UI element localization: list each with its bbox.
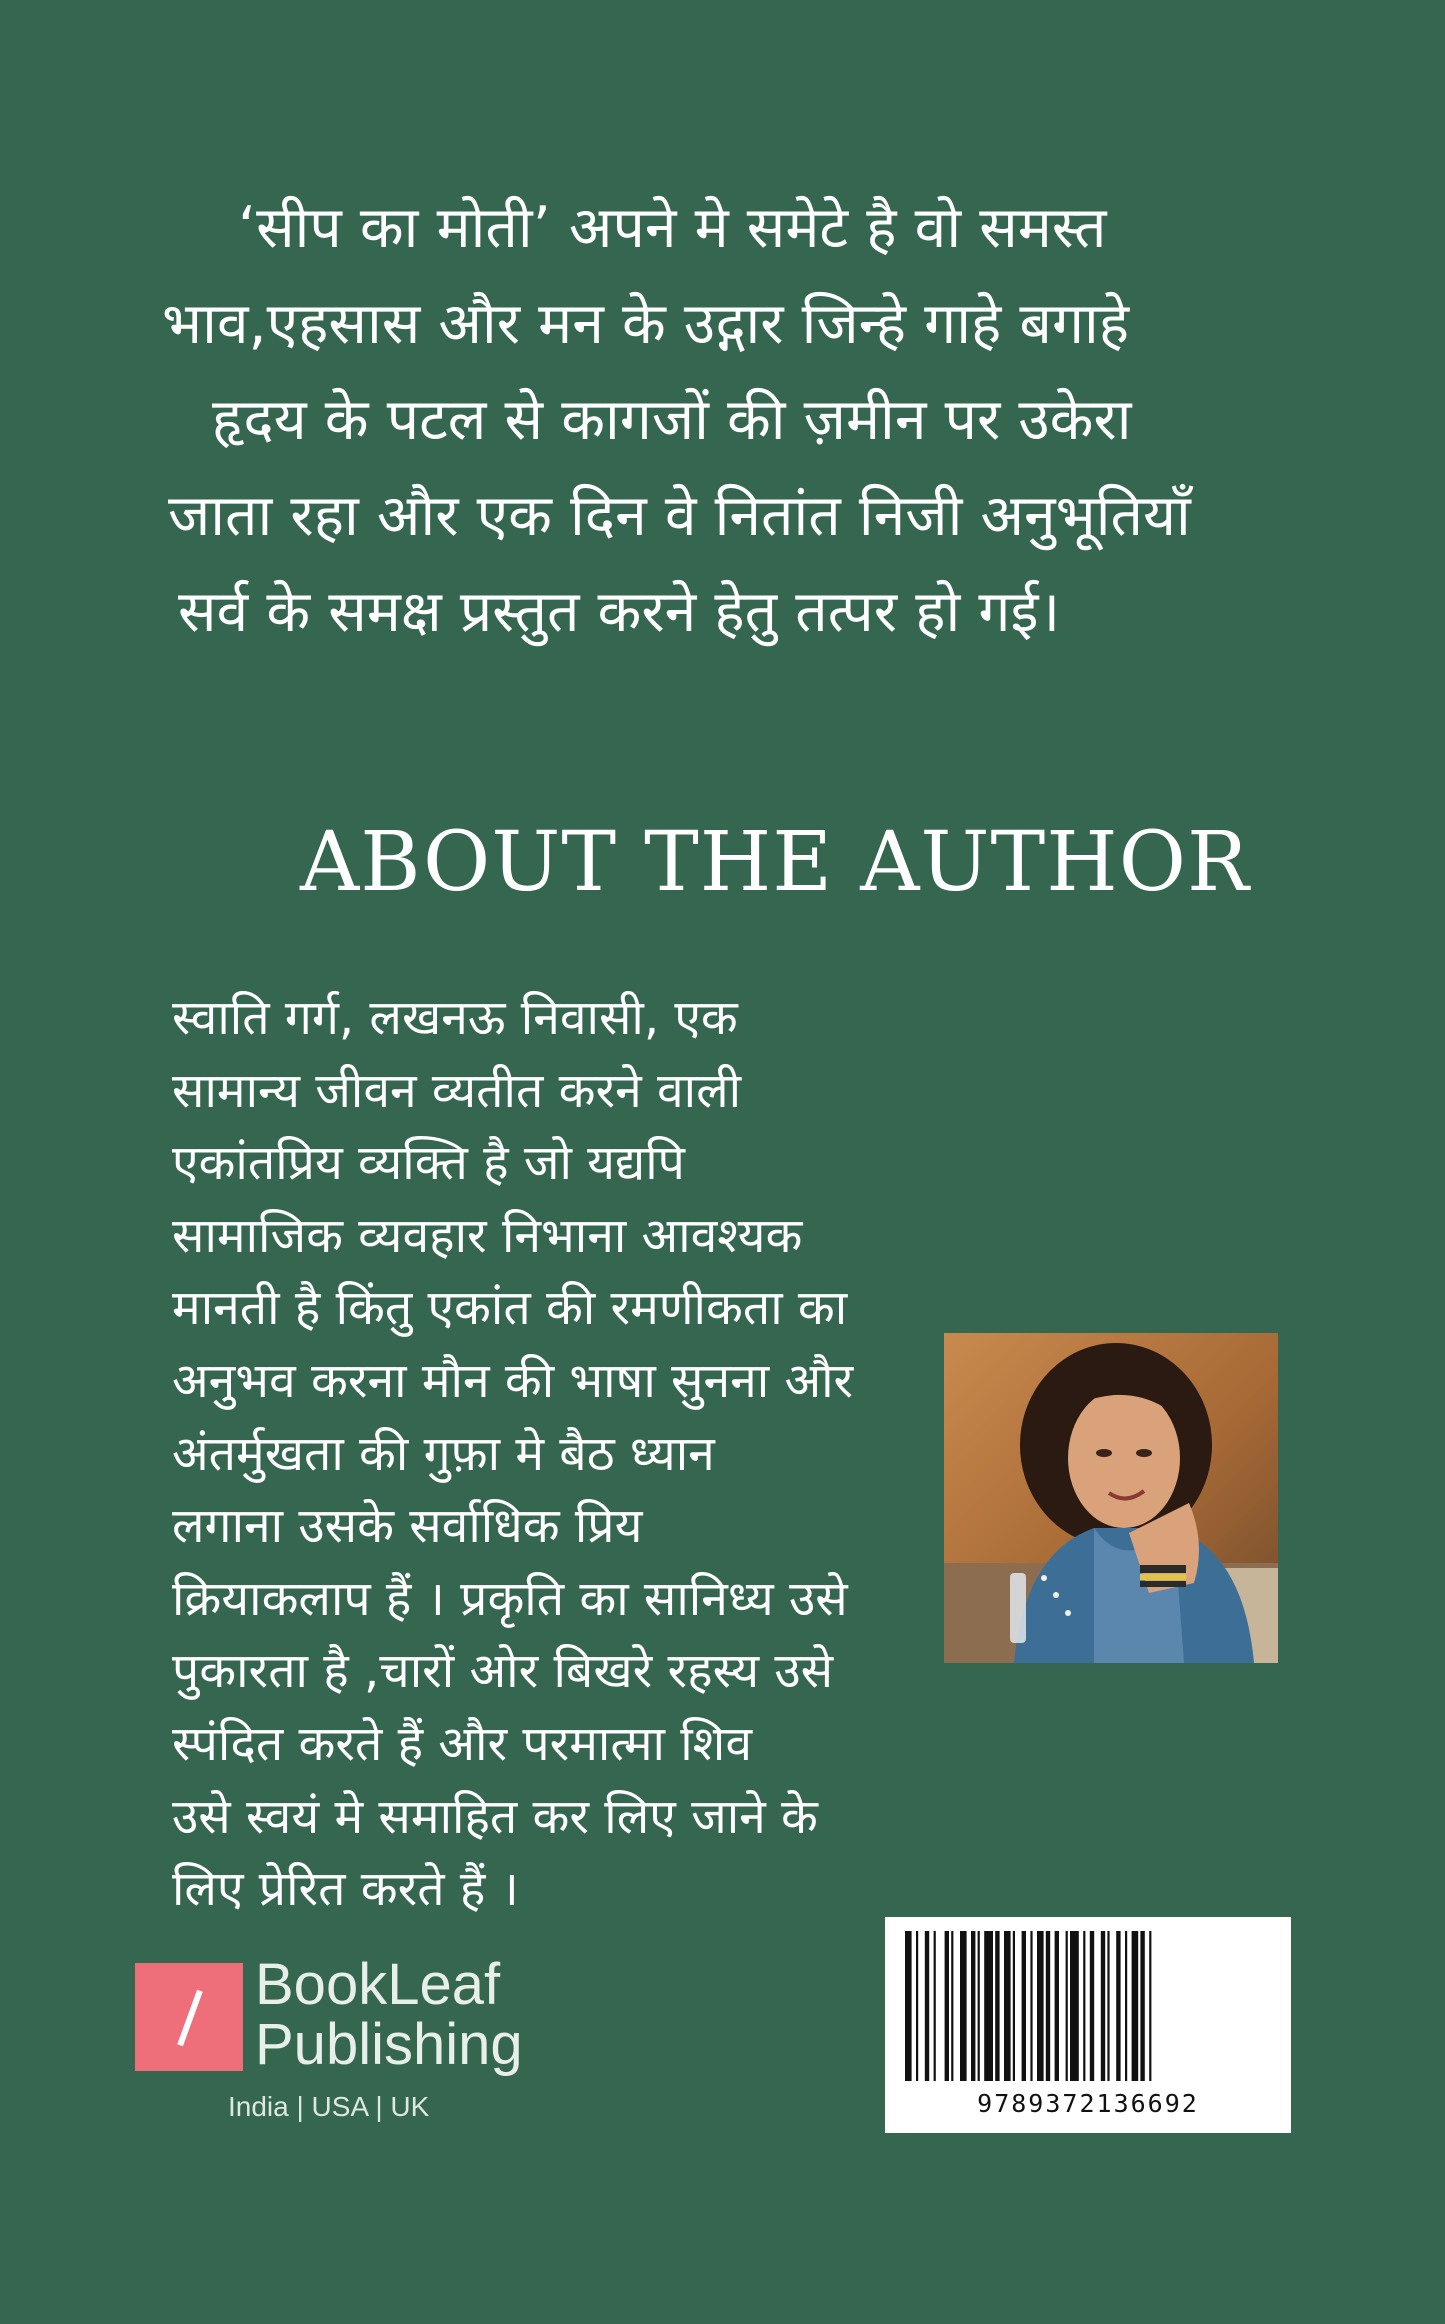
barcode-bar	[995, 1931, 999, 2081]
blurb-line: ‘सीप का मोती’ अपने मे समेटे है वो समस्त	[238, 195, 1107, 261]
barcode-bar	[960, 1931, 967, 2081]
bio-line: सामान्य जीवन व्यतीत करने वाली	[172, 1062, 742, 1119]
barcode-bar	[978, 1931, 980, 2081]
barcode-bar	[1030, 1931, 1032, 2081]
author-bio	[172, 982, 932, 1926]
bio-line: अनुभव करना मौन की भाषा सुनना और	[172, 1352, 854, 1409]
barcode-bar	[1125, 1931, 1127, 2081]
blurb-line: भाव,एहसास और मन के उद्गार जिन्हे गाहे बगाहे	[162, 291, 1130, 357]
slash-mark-icon	[135, 1963, 243, 2071]
barcode-bar	[1116, 1931, 1120, 2081]
blurb-line: सर्व के समक्ष प्रस्तुत करने हेतु तत्पर हो गई।	[178, 579, 1061, 645]
barcode-bar	[925, 1931, 929, 2081]
publisher-locations: India | USA | UK	[228, 2091, 430, 2122]
publisher-name	[255, 1952, 523, 2077]
author-photo	[944, 1333, 1278, 1663]
author-portrait-illustration	[944, 1333, 1278, 1663]
barcode-bar	[934, 1931, 936, 2081]
barcode-bar	[1004, 1931, 1011, 2081]
blurb-line: हृदय के पटल से कागजों की ज़मीन पर उकेरा	[212, 387, 1132, 453]
barcode-bar	[916, 1931, 918, 2081]
bio-line: स्वाति गर्ग, लखनऊ निवासी, एक	[172, 990, 738, 1046]
barcode-bar	[1066, 1931, 1068, 2081]
bio-line: क्रियाकलाप हैं । प्रकृति का सानिध्य उसे	[172, 1570, 848, 1627]
barcode-bar	[1037, 1931, 1044, 2081]
barcode-bar	[1090, 1931, 1094, 2081]
bio-line: लगाना उसके सर्वाधिक प्रिय	[172, 1498, 643, 1555]
bio-line: उसे स्वयं मे समाहित कर लिए जाने के	[172, 1788, 818, 1845]
barcode-bar	[984, 1931, 993, 2081]
blurb-line: जाता रहा और एक दिन वे नितांत निजी अनुभूतियाँ	[168, 483, 1191, 549]
barcode-bar	[1022, 1931, 1026, 2081]
barcode-bar	[1140, 1931, 1144, 2081]
bio-line: एकांतप्रिय व्यक्ति है जो यद्यपि	[172, 1135, 685, 1192]
bio-line: पुकारता है ,चारों ओर बिखरे रहस्य उसे	[172, 1643, 834, 1700]
barcode-bar	[945, 1931, 949, 2081]
barcode-bar	[1149, 1931, 1151, 2081]
barcode-bar	[1013, 1931, 1015, 2081]
barcode-bar	[1070, 1931, 1079, 2081]
barcode-bar	[1083, 1931, 1085, 2081]
barcode-bar	[1101, 1931, 1105, 2081]
barcode-bar	[905, 1931, 912, 2081]
about-the-author-heading: ABOUT THE AUTHOR	[300, 815, 1250, 910]
barcode-bar	[1132, 1931, 1139, 2081]
publisher-name-line1: BookLeaf	[255, 1952, 501, 2017]
bio-line: मानती है किंतु एकांत की रमणीकता का	[172, 1280, 848, 1337]
bio-line: सामाजिक व्यवहार निभाना आवश्यक	[172, 1207, 803, 1264]
isbn-barcode	[885, 1917, 1291, 2133]
bio-line: अंतर्मुखता की गुफ़ा मे बैठ ध्यान	[172, 1425, 715, 1482]
bio-line: स्पंदित करते हैं और परमात्मा शिव	[172, 1715, 753, 1772]
publisher-name-line2: Publishing	[255, 2012, 523, 2077]
barcode-bar	[951, 1931, 953, 2081]
barcode-bar	[1107, 1931, 1109, 2081]
back-cover-blurb	[140, 180, 1260, 660]
bio-line: लिए प्रेरित करते हैं ।	[172, 1861, 519, 1918]
barcode-bar	[1055, 1931, 1059, 2081]
barcode-bar	[971, 1931, 975, 2081]
barcode-bar	[1046, 1931, 1050, 2081]
isbn-number: 9789372136692	[977, 2089, 1199, 2118]
